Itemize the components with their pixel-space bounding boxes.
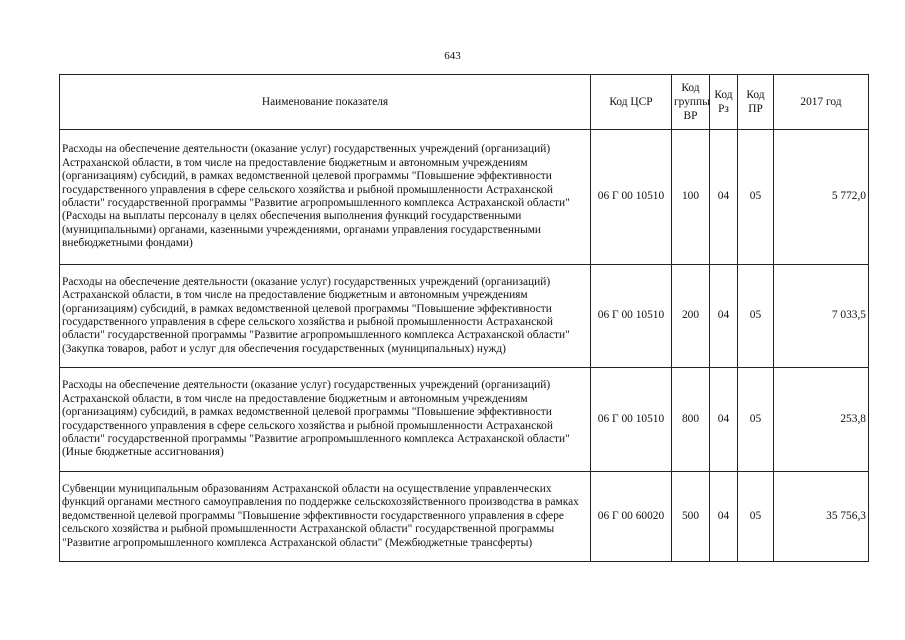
- row-csr: 06 Г 00 10510: [591, 368, 672, 472]
- row-rz: 04: [710, 472, 738, 562]
- header-rz-line1: Код: [714, 89, 733, 101]
- row-amount: 5 772,0: [774, 130, 869, 265]
- row-name: Расходы на обеспечение деятельности (оказание услуг) государственных учреждений (организаций) Астраханской области, в том числе на предоставление бюджетным и автономным учреждениям (организациям) субсидий, в рамках ведомственной целевой программы "Повышение эффективности государственного управления в сфере сельского хозяйства и рыбной промышленности Астраханской области" государственной программы "Развитие агропромышленного комплекса Астраханской области" (Расходы на выплаты персоналу в целях обеспечения выполнения функций государственными (муниципальными) органами, казенными учреждениями, органами управления государственными внебюджетными фондами): [60, 130, 591, 265]
- row-pr: 05: [738, 368, 774, 472]
- page-number: 643: [444, 50, 461, 62]
- header-pr-line1: Код: [746, 89, 765, 101]
- row-amount: 7 033,5: [774, 265, 869, 368]
- header-rz: [710, 75, 738, 130]
- header-csr: Код ЦСР: [591, 75, 672, 130]
- header-pr-line2: ПР: [748, 103, 763, 115]
- row-vr: 500: [672, 472, 710, 562]
- row-name: Расходы на обеспечение деятельности (оказание услуг) государственных учреждений (организаций) Астраханской области, в том числе на предоставление бюджетным и автономным учреждениям (организациям) субсидий, в рамках ведомственной целевой программы "Повышение эффективности государственного управления в сфере сельского хозяйства и рыбной промышленности Астраханской области" государственной программы "Развитие агропромышленного комплекса Астраханской области" (Иные бюджетные ассигнования): [60, 368, 591, 472]
- header-vr-line3: ВР: [683, 110, 698, 122]
- row-pr: 05: [738, 265, 774, 368]
- header-rz-line2: Рз: [718, 103, 729, 115]
- row-amount: 253,8: [774, 368, 869, 472]
- header-name: Наименование показателя: [60, 75, 591, 130]
- row-name: Субвенции муниципальным образованиям Астраханской области на осуществление управленческих функций органами местного самоуправления по поддержке сельскохозяйственного производства в рамках ведомственной целевой программы "Повышение эффективности государственного управления в сфере сельского хозяйства и рыбной промышленности Астраханской области" государственной программы "Развитие агропромышленного комплекса Астраханской области" (Межбюджетные трансферты): [60, 472, 591, 562]
- row-rz: 04: [710, 265, 738, 368]
- row-pr: 05: [738, 472, 774, 562]
- header-year: 2017 год: [774, 75, 869, 130]
- row-vr: 200: [672, 265, 710, 368]
- table-row: [60, 265, 869, 368]
- header-pr: [738, 75, 774, 130]
- row-csr: 06 Г 00 60020: [591, 472, 672, 562]
- row-vr: 800: [672, 368, 710, 472]
- row-csr: 06 Г 00 10510: [591, 130, 672, 265]
- row-rz: 04: [710, 130, 738, 265]
- header-vr: [672, 75, 710, 130]
- row-amount: 35 756,3: [774, 472, 869, 562]
- table-header-row: [60, 75, 869, 130]
- table-row: [60, 130, 869, 265]
- table-row: [60, 368, 869, 472]
- header-vr-line2: группы: [674, 96, 710, 108]
- row-name: Расходы на обеспечение деятельности (оказание услуг) государственных учреждений (организаций) Астраханской области, в том числе на предоставление бюджетным и автономным учреждениям (организациям) субсидий, в рамках ведомственной целевой программы "Повышение эффективности государственного управления в сфере сельского хозяйства и рыбной промышленности Астраханской области" государственной программы "Развитие агропромышленного комплекса Астраханской области" (Закупка товаров, работ и услуг для обеспечения государственных (муниципальных) нужд): [60, 265, 591, 368]
- budget-table: [59, 74, 869, 562]
- row-rz: 04: [710, 368, 738, 472]
- row-vr: 100: [672, 130, 710, 265]
- row-csr: 06 Г 00 10510: [591, 265, 672, 368]
- header-vr-line1: Код: [681, 82, 700, 94]
- row-pr: 05: [738, 130, 774, 265]
- table-row: [60, 472, 869, 562]
